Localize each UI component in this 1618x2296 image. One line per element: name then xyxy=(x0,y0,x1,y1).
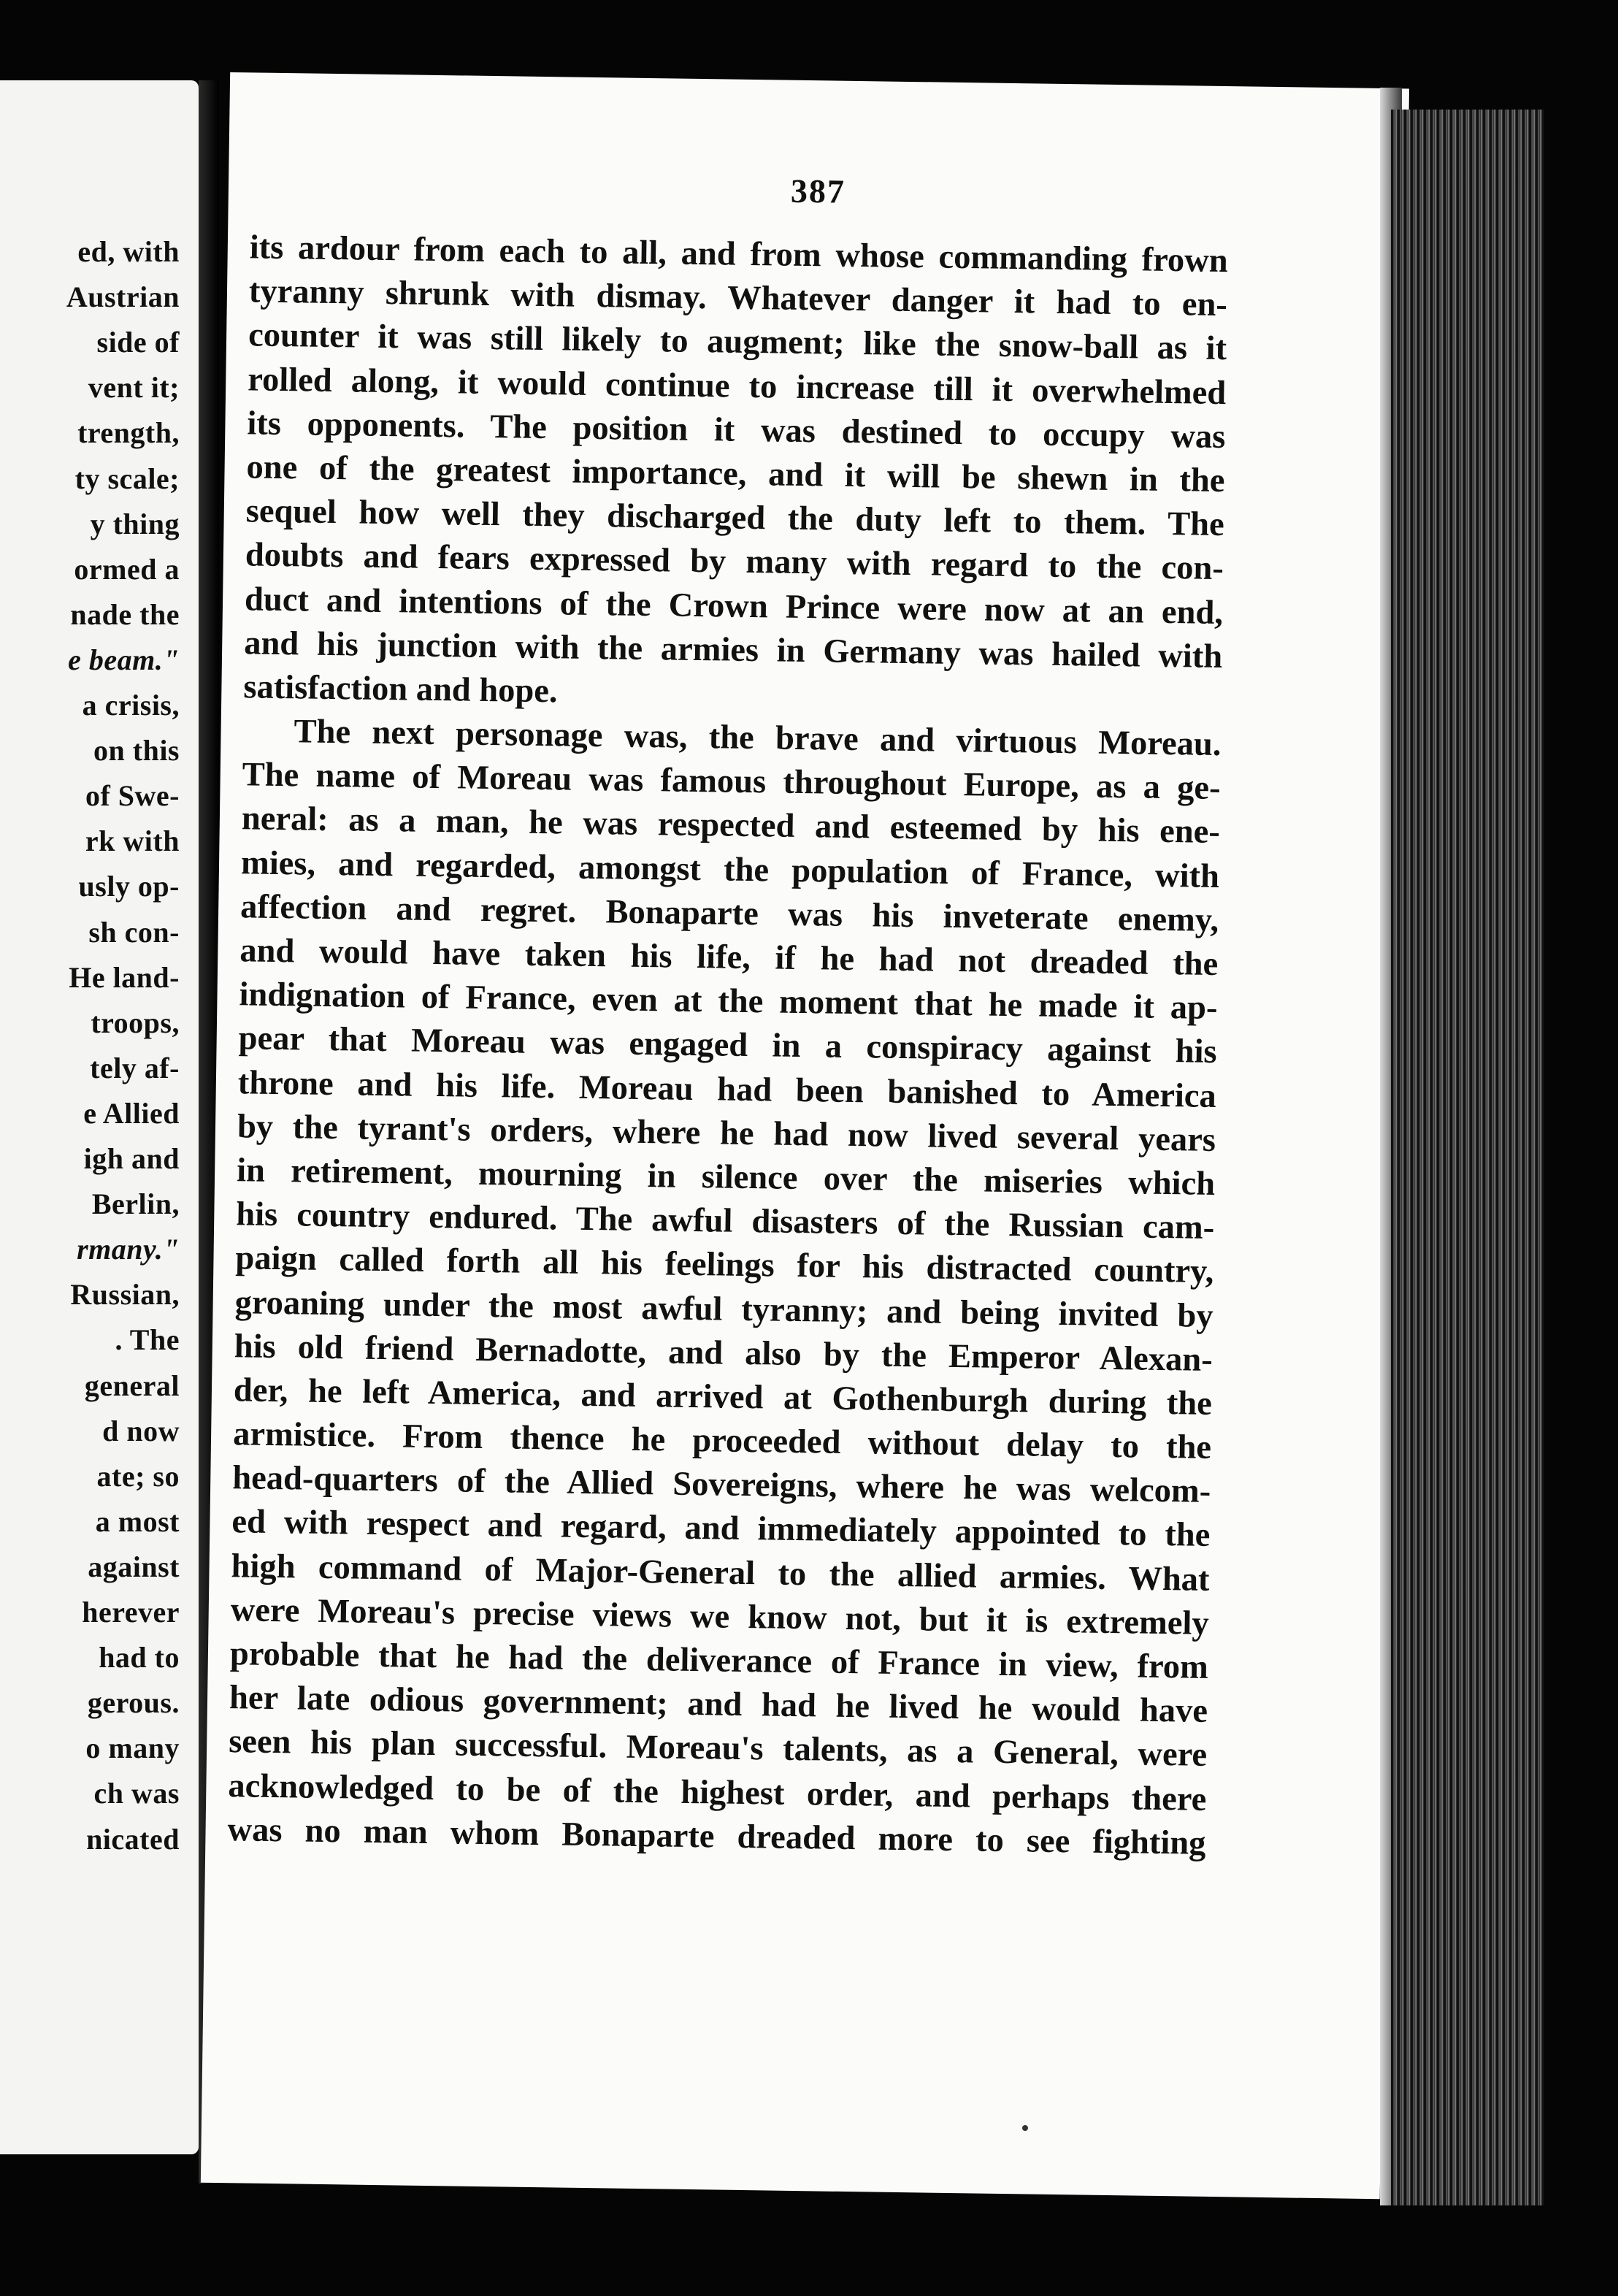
body-text-line: tyranny shrunk with dismay. Whatever danger it had to en- xyxy=(248,272,1228,324)
body-text-line: groaning under the most awful tyranny; and being invited by xyxy=(234,1283,1214,1335)
body-text-line: high command of Major-General to the allied armies. What xyxy=(231,1547,1210,1599)
left-page xyxy=(0,80,199,2154)
left-page-line: He land- xyxy=(69,960,180,994)
body-text-line: pear that Moreau was engaged in a conspiracy against his xyxy=(238,1019,1217,1071)
left-page-line: against xyxy=(88,1550,180,1583)
left-page-line: ch was xyxy=(93,1777,180,1810)
left-page-line: a most xyxy=(95,1504,180,1538)
body-text-line: The name of Moreau was famous throughout Europe, as a ge- xyxy=(242,756,1221,808)
body-text-line: was no man whom Bonaparte dreaded more to see fighting xyxy=(227,1810,1206,1862)
left-page-line: Austrian xyxy=(66,280,180,314)
body-text-line: rolled along, it would continue to increase till it overwhelmed xyxy=(247,360,1227,412)
body-text-line: his country endured. The awful disasters of the Russian cam- xyxy=(235,1195,1215,1247)
left-page-line: of Swe- xyxy=(85,779,180,813)
left-page-line: general xyxy=(84,1369,180,1402)
left-page-line: y thing xyxy=(90,507,180,540)
body-text-line: acknowledged to be of the highest order, and perhaps there xyxy=(228,1767,1207,1818)
body-text-line: seen his plan successful. Moreau's talents, as a General, were xyxy=(228,1723,1208,1775)
left-page-line: trength, xyxy=(77,416,180,450)
left-page-line: troops, xyxy=(91,1006,180,1039)
body-text-line: in retirement, mourning in silence over the miseries which xyxy=(236,1152,1216,1203)
left-page-line: o many xyxy=(85,1731,180,1765)
body-text-line: one of the greatest importance, and it will be shewn in the xyxy=(246,448,1225,500)
left-page-line: igh and xyxy=(83,1142,180,1175)
body-text-line: his old friend Bernadotte, and also by the Emperor Alexan- xyxy=(234,1327,1214,1379)
left-page-line: . The xyxy=(115,1323,180,1357)
body-text-line: ed with respect and regard, and immediately appointed to the xyxy=(231,1503,1211,1555)
body-text-line: throne and his life. Moreau had been banished to America xyxy=(237,1063,1217,1115)
left-page-line: usly op- xyxy=(78,870,180,903)
body-text-line: its opponents. The position it was destined to occupy was xyxy=(247,405,1226,456)
left-page-line: nicated xyxy=(86,1822,180,1856)
left-page-line: e beam." xyxy=(68,643,180,676)
left-page-line: ty scale; xyxy=(74,462,180,495)
left-page-line: a crisis, xyxy=(82,689,180,722)
body-text-line: The next personage was, the brave and virtuous Moreau. xyxy=(294,713,1222,764)
page-body-text xyxy=(227,226,1228,1865)
left-page-line: sh con- xyxy=(88,915,180,949)
body-text-line: probable that he had the deliverance of France in view, from xyxy=(229,1635,1209,1686)
left-page-line: rmany." xyxy=(77,1233,180,1266)
left-page-line: gerous. xyxy=(87,1686,180,1720)
left-page-line: vent it; xyxy=(88,371,180,405)
body-text-line: der, he left America, and arrived at Gothenburgh during the xyxy=(233,1371,1213,1423)
left-page-line: tely af- xyxy=(90,1051,180,1084)
body-text-line: counter it was still likely to augment; like the snow-ball as it xyxy=(248,316,1227,368)
body-text-line: her late odious government; and had he lived he would have xyxy=(229,1679,1208,1731)
body-text-line: indignation of France, even at the moment that he made it ap- xyxy=(239,976,1218,1028)
left-page-line: ate; so xyxy=(96,1459,180,1493)
body-text-line: doubts and fears expressed by many with regard to the con- xyxy=(245,536,1224,588)
body-text-line: mies, and regarded, amongst the population of France, with xyxy=(240,843,1220,895)
body-text-line: and would have taken his life, if he had not dreaded the xyxy=(239,932,1219,983)
body-text-line: satisfaction and hope. xyxy=(243,668,558,711)
body-text-line: sequel how well they discharged the duty left to them. The xyxy=(245,492,1225,544)
body-text-line: affection and regret. Bonaparte was his inveterate enemy, xyxy=(239,888,1219,939)
left-page-line: Berlin, xyxy=(91,1187,180,1221)
left-page-line: Russian, xyxy=(70,1278,180,1312)
left-page-line: on this xyxy=(93,734,180,768)
speck xyxy=(1022,2125,1028,2131)
body-text-line: by the tyrant's orders, where he had now lived several years xyxy=(237,1108,1216,1159)
left-page-line: rk with xyxy=(85,824,180,858)
body-text-line: its ardour from each to all, and from whose commanding frown xyxy=(249,229,1229,280)
left-page-line: side of xyxy=(96,326,180,359)
left-page-line: ed, with xyxy=(77,235,180,268)
body-text-line: armistice. From thence he proceeded without delay to the xyxy=(232,1415,1212,1466)
body-text-line: and his junction with the armies in Germany was hailed with xyxy=(243,624,1223,676)
page-number: 387 xyxy=(790,172,846,210)
body-text-line: head-quarters of the Allied Sovereigns, where he was welcom- xyxy=(231,1459,1211,1511)
left-page-line: ormed a xyxy=(74,552,180,586)
left-page-line: herever xyxy=(82,1596,180,1629)
left-page-line: had to xyxy=(99,1641,180,1675)
left-page-line: d now xyxy=(102,1414,180,1447)
body-text-line: duct and intentions of the Crown Prince were now at an end, xyxy=(244,580,1224,632)
right-page xyxy=(201,72,1409,2199)
book-page-edges xyxy=(1391,110,1544,2205)
body-text-line: were Moreau's precise views we know not, but it is extremely xyxy=(230,1591,1210,1642)
left-page-line: nade the xyxy=(70,597,180,631)
left-page-line: e Allied xyxy=(83,1096,180,1130)
body-text-line: paign called forth all his feelings for his distracted country, xyxy=(235,1239,1214,1291)
body-text-line: neral: as a man, he was respected and esteemed by his ene- xyxy=(241,800,1221,852)
